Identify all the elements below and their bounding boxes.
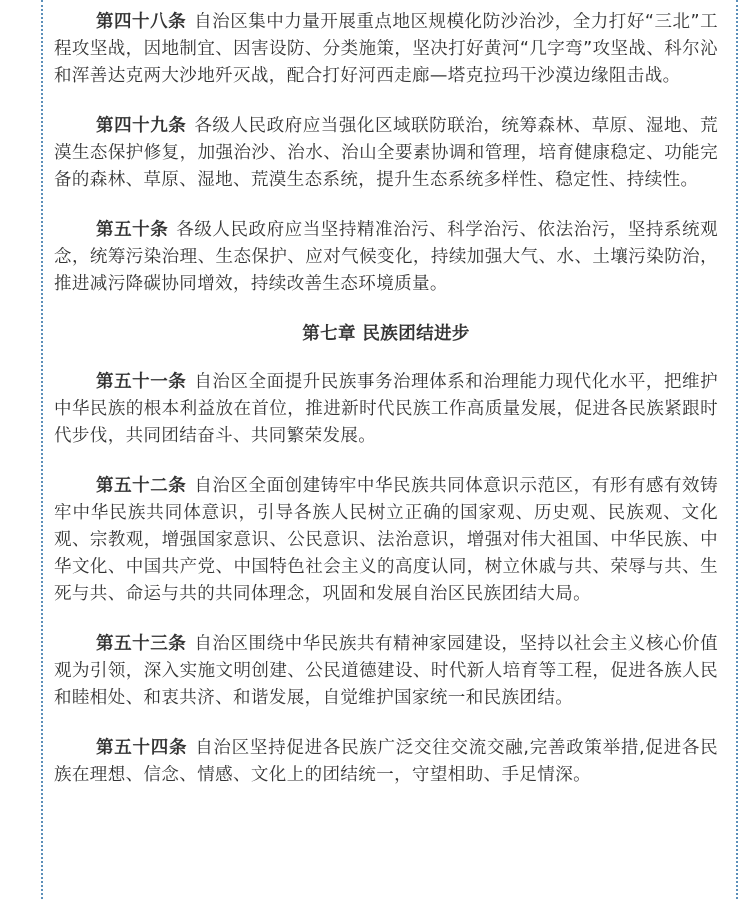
chapter-title: 第七章 民族团结进步 xyxy=(302,324,470,344)
article-text: 自治区集中力量开展重点地区规模化防沙治沙，全力打好“三北”工程攻坚战，因地制宜、因害设防、分类施策，坚决打好黄河“几字弯”攻坚战、科尔沁和浑善达克两大沙地歼灭战，配合打好河西走廊—塔克拉玛干沙漠边缘阻击战。 xyxy=(54,12,718,86)
article-text: 各级人民政府应当坚持精准治污、科学治污、依法治污，坚持系统观念，统筹污染治理、生态保护、应对气候变化，持续加强大气、水、土壤污染防治，推进减污降碳协同增效，持续改善生态环境质量。 xyxy=(54,220,719,294)
right-dotted-border xyxy=(736,0,738,899)
article-paragraph xyxy=(54,217,718,298)
article-paragraph xyxy=(54,369,718,450)
article-number: 第四十九条 xyxy=(96,116,187,136)
article-number: 第五十一条 xyxy=(96,372,187,392)
article-number: 第四十八条 xyxy=(96,12,187,32)
article-number: 第五十四条 xyxy=(96,738,188,758)
article-text: 自治区全面创建铸牢中华民族共同体意识示范区，有形有感有效铸牢中华民族共同体意识，引导各族人民树立正确的国家观、历史观、民族观、文化观、宗教观，增强国家意识、公民意识、法治意识，增强对伟大祖国、中华民族、中华文化、中国共产党、中国特色社会主义的高度认同，树立休戚与共、荣辱与共、生死与共、命运与共的共同体理念，巩固和发展自治区民族团结大局。 xyxy=(54,476,718,604)
article-paragraph xyxy=(54,9,718,90)
article-text: 自治区围绕中华民族共有精神家园建设，坚持以社会主义核心价值观为引领，深入实施文明创建、公民道德建设、时代新人培育等工程，促进各族人民和睦相处、和衷共济、和谐发展，自觉维护国家统一和民族团结。 xyxy=(54,634,718,708)
article-text: 自治区坚持促进各民族广泛交往交流交融,完善政策举措,促进各民族在理想、信念、情感、文化上的团结统一，守望相助、手足情深。 xyxy=(54,738,719,785)
article-paragraph xyxy=(54,473,718,608)
left-dotted-border xyxy=(41,0,43,899)
article-paragraph xyxy=(54,631,718,712)
article-number: 第五十二条 xyxy=(96,476,187,496)
article-paragraph xyxy=(54,735,718,789)
article-number: 第五十三条 xyxy=(96,634,187,654)
document-body xyxy=(54,9,718,812)
article-paragraph xyxy=(54,113,718,194)
article-number: 第五十条 xyxy=(96,220,169,240)
article-text: 自治区全面提升民族事务治理体系和治理能力现代化水平，把维护中华民族的根本利益放在首位，推进新时代民族工作高质量发展，促进各民族紧跟时代步伐，共同团结奋斗、共同繁荣发展。 xyxy=(54,372,718,446)
article-text: 各级人民政府应当强化区域联防联治，统筹森林、草原、湿地、荒漠生态保护修复，加强治沙、治水、治山全要素协调和管理，培育健康稳定、功能完备的森林、草原、湿地、荒漠生态系统，提升生态系统多样性、稳定性、持续性。 xyxy=(54,116,718,190)
